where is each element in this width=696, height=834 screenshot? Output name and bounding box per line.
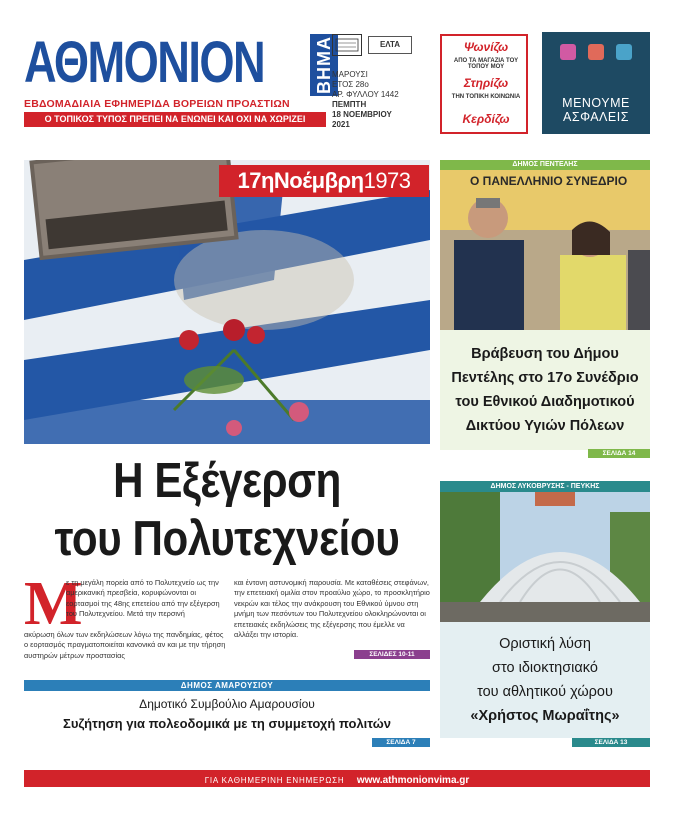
chat-icon: [588, 44, 604, 60]
ad-sub-2: ΤΗΝ ΤΟΠΙΚΗ ΚΟΙΝΩΝΙΑ: [451, 94, 521, 100]
lykovrysi-line-2: στο ιδιοκτησιακό: [492, 660, 598, 676]
video-icon: [616, 44, 632, 60]
ad-shop-local[interactable]: [440, 34, 528, 134]
penteli-section-bar: ΔΗΜΟΣ ΠΕΝΤΕΛΗΣ: [440, 160, 650, 170]
issue-info: [332, 70, 408, 130]
lykovrysi-page[interactable]: ΣΕΛΙΔΑ 13: [572, 738, 650, 747]
penteli-line-3: του Εθνικού Διαδημοτικού: [455, 394, 635, 410]
date-banner-prefix: 17ηΝοέμβρη: [237, 168, 364, 193]
article-col2: και έντονη αστυνομική παρουσία. Με καταθέσεις στεφάνων, την επετειακή ομιλία στον προαύλιο χώρο, το προσκλητήριο νεκρών και τέλος την ανάκρουση του Εθνικού ύμνου στη μνήμη των πεσόντων του Πολυτεχνείου ολοκληρώνονται οι επετειακές εκδηλώσεις της εξέγερσης που έμελλε να αλλάξει την ιστορία.: [234, 578, 430, 640]
main-story-pages[interactable]: ΣΕΛΙΔΕΣ 10-11: [354, 650, 430, 659]
masthead-subtitle: ΕΒΔΟΜΑΔΙΑΙΑ ΕΦΗΜΕΡΙΔΑ ΒΟΡΕΙΩΝ ΠΡΟΑΣΤΙΩΝ: [24, 98, 290, 110]
music-icon: [560, 44, 576, 60]
amarousiou-section-bar: ΔΗΜΟΣ ΑΜΑΡΟΥΣΙΟΥ: [24, 680, 430, 691]
ad-safe-text: [542, 96, 650, 124]
ad-stay-safe[interactable]: [542, 32, 650, 134]
penteli-line-4: Δικτύου Υγιών Πόλεων: [465, 418, 625, 434]
ad-safe-line-2: ΑΣΦΑΛΕΙΣ: [563, 110, 629, 124]
logo-title: ΑΘΜΟΝΙΟΝ: [24, 30, 265, 95]
footer-label: ΓΙΑ ΚΑΘΗΜΕΡΙΝΗ ΕΝΗΜΕΡΩΣΗ: [204, 776, 345, 785]
lykovrysi-line-3: του αθλητικού χώρου: [477, 684, 613, 700]
logo-side-label: ΒΗΜΑ: [310, 34, 338, 96]
lykovrysi-story[interactable]: [440, 622, 650, 738]
amarousiou-line-2[interactable]: Συζήτηση για πολεοδομικά με τη συμμετοχή πολιτών: [63, 716, 391, 731]
lykovrysi-line-1: Οριστική λύση: [499, 636, 591, 652]
lykovrysi-line-4: «Χρήστος Μωραΐτης»: [470, 708, 620, 724]
ad-sub-1: ΑΠΟ ΤΑ ΜΑΓΑΖΙΑ ΤΟΥ ΤΟΠΟΥ ΜΟΥ: [453, 58, 519, 70]
penteli-photo[interactable]: [440, 170, 650, 330]
amarousiou-page[interactable]: ΣΕΛΙΔΑ 7: [372, 738, 430, 747]
penteli-story[interactable]: [440, 330, 650, 450]
headline-line-2: του Πολυτεχνείου: [54, 512, 400, 566]
issue-year-num: 2021: [332, 120, 350, 129]
main-photo-flag[interactable]: [24, 160, 430, 444]
issue-city: ΜΑΡΟΥΣΙ: [332, 70, 368, 79]
article-dropcap: Μ: [24, 570, 83, 638]
issue-weekday: ΠΕΜΠΤΗ: [332, 100, 367, 109]
main-headline[interactable]: [52, 452, 401, 568]
article-col1-rest: ακύρωση όλων των εκδηλώσεων λόγω της πανδημίας, φέτος ο εορτασμός πραγματοποιείται κανονικά αν και με την τήρηση αυστηρών μέτρων προστασίας: [24, 630, 226, 660]
masthead-slogan: Ο ΤΟΠΙΚΟΣ ΤΥΠΟΣ ΠΡΕΠΕΙ ΝΑ ΕΝΩΝΕΙ ΚΑΙ ΟΧΙ ΝΑ ΧΩΡΙΖΕΙ: [24, 112, 326, 127]
ad-word-2: Στηρίζω: [463, 76, 509, 90]
footer-bar: [24, 770, 650, 787]
article-col1-top: ε τη μεγάλη πορεία από το Πολυτεχνείο ως την αμερικανική πρεσβεία, κορυφώνονται οι εορτασμοί της 48ης επετείου από την εξέγερση του Πολυτεχνείου. Μετά την περσινή: [66, 578, 220, 619]
masthead-logo: [24, 30, 334, 100]
lykovrysi-photo[interactable]: [440, 492, 650, 622]
postal-permit-icon: [332, 34, 362, 56]
ad-word-1: Ψωνίζω: [463, 40, 509, 54]
penteli-line-2: Πεντέλης στο 17ο Συνέδριο: [451, 370, 639, 386]
ad-word-3: Κερδίζω: [462, 112, 510, 126]
issue-sheet: ΑΡ. ΦΥΛΛΟΥ 1442: [332, 90, 399, 99]
issue-date: 18 ΝΟΕΜΒΡΙΟΥ: [332, 110, 392, 119]
date-banner: [219, 165, 429, 197]
lykovrysi-section-bar: ΔΗΜΟΣ ΛΥΚΟΒΡΥΣΗΣ - ΠΕΥΚΗΣ: [440, 481, 650, 492]
penteli-page[interactable]: ΣΕΛΙΔΑ 14: [588, 449, 650, 458]
footer-url-link[interactable]: www.athmonionvima.gr: [356, 775, 470, 786]
postal-badges: [332, 34, 408, 60]
headline-line-1: Η Εξέγερση: [113, 454, 341, 508]
date-banner-year: 1973: [363, 168, 411, 193]
penteli-photo-banner: Ο ΠΑΝΕΛΛΗΝΙΟ ΣΥΝΕΔΡΙΟ: [470, 174, 628, 188]
amarousiou-line-1[interactable]: Δημοτικό Συμβούλιο Αμαρουσίου: [139, 697, 315, 711]
penteli-line-1: Βράβευση του Δήμου: [471, 346, 619, 362]
elta-logo: ΕΛΤΑ: [368, 36, 412, 54]
ad-safe-line-1: ΜΕΝΟΥΜΕ: [562, 96, 630, 110]
issue-year: ΕΤΟΣ 28ο: [332, 80, 369, 89]
